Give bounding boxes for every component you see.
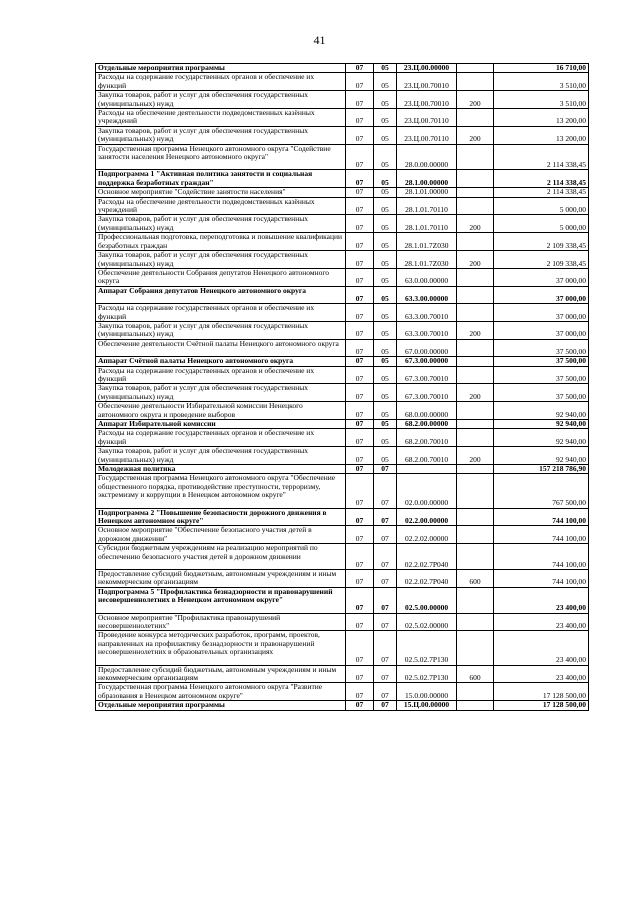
row-name: Государственная программа Ненецкого автономного округа "Развитие образования в Ненецком автономном округе" — [96, 683, 346, 701]
row-section: 07 — [346, 197, 374, 215]
row-expense-type — [457, 419, 494, 428]
table-row — [96, 544, 589, 570]
row-target-article: 28.1.01.70110 — [397, 197, 457, 215]
row-expense-type: 200 — [457, 321, 494, 339]
row-amount: 744 100,00 — [494, 508, 589, 526]
row-expense-type — [457, 197, 494, 215]
row-expense-type — [457, 402, 494, 420]
row-expense-type — [457, 339, 494, 356]
row-target-article: 28.1.01.7Z030 — [397, 233, 457, 251]
row-name: Закупка товаров, работ и услуг для обеспечения государственных (муниципальных) нужд — [96, 215, 346, 233]
row-name: Профессиональная подготовка, переподготовка и повышение квалификации безработных граждан — [96, 233, 346, 251]
row-expense-type — [457, 366, 494, 384]
row-expense-type: 200 — [457, 91, 494, 109]
row-subsection: 05 — [374, 64, 397, 73]
row-name: Расходы на обеспечение деятельности подведомственных казённых учреждений — [96, 197, 346, 215]
row-target-article: 67.3.00.70010 — [397, 366, 457, 384]
row-expense-type — [457, 188, 494, 197]
row-name: Подпрограмма 5 "Профилактика безнадзорности и правонарушений несовершеннолетних в Ненецком автономном округе" — [96, 587, 346, 613]
row-section: 07 — [346, 215, 374, 233]
row-target-article: 63.3.00.70010 — [397, 321, 457, 339]
table-row — [96, 665, 589, 683]
row-section: 07 — [346, 570, 374, 588]
row-section: 07 — [346, 73, 374, 91]
row-section: 07 — [346, 701, 374, 710]
row-expense-type — [457, 429, 494, 447]
row-expense-type — [457, 587, 494, 613]
table-row — [96, 304, 589, 322]
row-section: 07 — [346, 188, 374, 197]
row-target-article: 28.1.01.7Z030 — [397, 251, 457, 269]
row-expense-type — [457, 304, 494, 322]
table-row — [96, 357, 589, 366]
row-name: Субсидии бюджетным учреждениям на реализацию мероприятий по обеспечению безопасного участия детей в дорожном движении — [96, 544, 346, 570]
row-section: 07 — [346, 683, 374, 701]
row-target-article: 63.3.00.00000 — [397, 286, 457, 303]
row-expense-type — [457, 109, 494, 127]
row-name: Предоставление субсидий бюджетным, автономным учреждениям и иным некоммерческим организациям — [96, 665, 346, 683]
table-row — [96, 197, 589, 215]
row-name: Обеспечение деятельности Собрания депутатов Ненецкого автономного округа — [96, 268, 346, 286]
row-target-article: 15.0.00.00000 — [397, 683, 457, 701]
table-row — [96, 233, 589, 251]
row-subsection: 05 — [374, 268, 397, 286]
row-section: 07 — [346, 526, 374, 544]
row-section: 07 — [346, 304, 374, 322]
row-name: Отдельные мероприятия программы — [96, 701, 346, 710]
row-section: 07 — [346, 321, 374, 339]
row-expense-type: 200 — [457, 251, 494, 269]
row-expense-type — [457, 526, 494, 544]
row-name: Государственная программа Ненецкого автономного округа "Содействие занятости населения Ненецкого автономного округа" — [96, 144, 346, 170]
row-target-article: 23.Ц.00.70010 — [397, 73, 457, 91]
row-target-article: 67.3.00.00000 — [397, 357, 457, 366]
row-amount: 37 500,00 — [494, 366, 589, 384]
row-expense-type — [457, 613, 494, 631]
row-expense-type: 200 — [457, 215, 494, 233]
row-subsection: 07 — [374, 544, 397, 570]
table-row — [96, 268, 589, 286]
row-name: Обеспечение деятельности Счётной палаты Ненецкого автономного округа — [96, 339, 346, 356]
row-section: 07 — [346, 429, 374, 447]
row-target-article: 02.5.02.00000 — [397, 613, 457, 631]
row-name: Закупка товаров, работ и услуг для обеспечения государственных (муниципальных) нужд — [96, 384, 346, 402]
table-row — [96, 402, 589, 420]
row-subsection: 07 — [374, 570, 397, 588]
row-expense-type — [457, 357, 494, 366]
table-row — [96, 144, 589, 170]
row-name: Основное мероприятие "Обеспечение безопасного участия детей в дорожном движении" — [96, 526, 346, 544]
row-amount: 23 400,00 — [494, 587, 589, 613]
table-row — [96, 526, 589, 544]
row-section: 07 — [346, 508, 374, 526]
row-name: Закупка товаров, работ и услуг для обеспечения государственных (муниципальных) нужд — [96, 251, 346, 269]
row-expense-type — [457, 64, 494, 73]
row-amount: 23 400,00 — [494, 631, 589, 665]
row-target-article: 15.Ц.00.00000 — [397, 701, 457, 710]
row-target-article: 23.Ц.00.70110 — [397, 126, 457, 144]
table-row — [96, 366, 589, 384]
row-name: Расходы на содержание государственных органов и обеспечение их функций — [96, 429, 346, 447]
row-target-article: 28.1.01.70110 — [397, 215, 457, 233]
row-expense-type — [457, 508, 494, 526]
row-section: 07 — [346, 447, 374, 465]
row-target-article: 68.2.00.00000 — [397, 419, 457, 428]
row-target-article: 67.3.00.70010 — [397, 384, 457, 402]
table-row — [96, 474, 589, 508]
row-target-article: 02.0.00.00000 — [397, 474, 457, 508]
table-row — [96, 251, 589, 269]
row-amount: 92 940,00 — [494, 447, 589, 465]
row-subsection: 05 — [374, 126, 397, 144]
row-target-article: 67.0.00.00000 — [397, 339, 457, 356]
table-row — [96, 109, 589, 127]
table-row — [96, 286, 589, 303]
row-target-article: 02.2.02.00000 — [397, 526, 457, 544]
row-name: Аппарат Счётной палаты Ненецкого автономного округа — [96, 357, 346, 366]
table-row — [96, 215, 589, 233]
row-subsection: 05 — [374, 109, 397, 127]
row-amount: 13 200,00 — [494, 126, 589, 144]
row-name: Подпрограмма 2 "Повышение безопасности дорожного движения в Ненецком автономном округе" — [96, 508, 346, 526]
table-row — [96, 701, 589, 710]
row-section: 07 — [346, 286, 374, 303]
row-section: 07 — [346, 402, 374, 420]
row-subsection: 05 — [374, 91, 397, 109]
row-expense-type — [457, 170, 494, 188]
row-target-article: 02.2.02.7P040 — [397, 544, 457, 570]
budget-table-body — [96, 64, 589, 711]
row-amount: 37 000,00 — [494, 304, 589, 322]
row-subsection: 07 — [374, 613, 397, 631]
row-name: Закупка товаров, работ и услуг для обеспечения государственных (муниципальных) нужд — [96, 91, 346, 109]
row-amount: 744 100,00 — [494, 526, 589, 544]
table-row — [96, 447, 589, 465]
table-row — [96, 188, 589, 197]
row-amount: 2 109 338,45 — [494, 233, 589, 251]
row-expense-type: 600 — [457, 570, 494, 588]
row-section: 07 — [346, 109, 374, 127]
row-target-article: 63.0.00.00000 — [397, 268, 457, 286]
row-target-article: 02.5.00.00000 — [397, 587, 457, 613]
row-section: 07 — [346, 233, 374, 251]
row-amount: 157 218 786,90 — [494, 465, 589, 474]
row-amount: 92 940,00 — [494, 429, 589, 447]
row-amount: 92 940,00 — [494, 419, 589, 428]
row-expense-type — [457, 144, 494, 170]
row-subsection: 05 — [374, 357, 397, 366]
row-subsection: 07 — [374, 683, 397, 701]
row-expense-type: 200 — [457, 126, 494, 144]
row-amount: 3 510,00 — [494, 91, 589, 109]
row-section: 07 — [346, 251, 374, 269]
row-target-article: 02.2.02.7P040 — [397, 570, 457, 588]
row-target-article: 28.0.00.00000 — [397, 144, 457, 170]
row-expense-type — [457, 465, 494, 474]
row-subsection: 07 — [374, 665, 397, 683]
table-row — [96, 73, 589, 91]
table-row — [96, 570, 589, 588]
row-subsection: 07 — [374, 508, 397, 526]
row-target-article: 63.3.00.70010 — [397, 304, 457, 322]
row-section: 07 — [346, 587, 374, 613]
row-expense-type: 200 — [457, 447, 494, 465]
table-row — [96, 587, 589, 613]
row-amount: 5 000,00 — [494, 197, 589, 215]
row-subsection: 05 — [374, 384, 397, 402]
row-subsection: 05 — [374, 366, 397, 384]
row-section: 07 — [346, 465, 374, 474]
row-target-article — [397, 465, 457, 474]
row-subsection: 05 — [374, 233, 397, 251]
row-amount: 2 114 338,45 — [494, 188, 589, 197]
table-row — [96, 429, 589, 447]
table-row — [96, 683, 589, 701]
row-name: Закупка товаров, работ и услуг для обеспечения государственных (муниципальных) нужд — [96, 321, 346, 339]
row-name: Проведение конкурса методических разработок, программ, проектов, направленных на профилактику безнадзорности и правонарушений несовершеннолетних в образовательных организациях — [96, 631, 346, 665]
row-name: Основное мероприятие "Содействие занятости населения" — [96, 188, 346, 197]
row-amount: 744 100,00 — [494, 570, 589, 588]
row-expense-type — [457, 286, 494, 303]
row-subsection: 05 — [374, 402, 397, 420]
row-target-article: 02.2.00.00000 — [397, 508, 457, 526]
table-row — [96, 631, 589, 665]
row-amount: 37 000,00 — [494, 268, 589, 286]
row-amount: 37 500,00 — [494, 384, 589, 402]
row-target-article: 68.2.00.70010 — [397, 447, 457, 465]
row-subsection: 07 — [374, 465, 397, 474]
row-amount: 2 109 338,45 — [494, 251, 589, 269]
row-name: Закупка товаров, работ и услуг для обеспечения государственных (муниципальных) нужд — [96, 126, 346, 144]
row-subsection: 05 — [374, 215, 397, 233]
row-name: Аппарат Избирательной комиссии — [96, 419, 346, 428]
row-subsection: 05 — [374, 170, 397, 188]
row-name: Отдельные мероприятия программы — [96, 64, 346, 73]
row-name: Молодежная политика — [96, 465, 346, 474]
row-expense-type — [457, 544, 494, 570]
table-row — [96, 508, 589, 526]
row-section: 07 — [346, 544, 374, 570]
row-name: Расходы на содержание государственных органов и обеспечение их функций — [96, 73, 346, 91]
row-subsection: 05 — [374, 304, 397, 322]
row-target-article: 23.Ц.00.00000 — [397, 64, 457, 73]
row-section: 07 — [346, 268, 374, 286]
row-subsection: 05 — [374, 419, 397, 428]
row-name: Предоставление субсидий бюджетным, автономным учреждениям и иным некоммерческим организациям — [96, 570, 346, 588]
table-row — [96, 339, 589, 356]
row-section: 07 — [346, 91, 374, 109]
row-amount: 17 128 500,00 — [494, 683, 589, 701]
row-section: 07 — [346, 366, 374, 384]
page-number: 41 — [313, 33, 326, 47]
row-name: Подпрограмма 1 "Активная политика занятости и социальная поддержка безработных граждан" — [96, 170, 346, 188]
row-amount: 37 000,00 — [494, 321, 589, 339]
row-expense-type: 200 — [457, 384, 494, 402]
row-subsection: 05 — [374, 197, 397, 215]
row-target-article: 23.Ц.00.70010 — [397, 91, 457, 109]
row-section: 07 — [346, 126, 374, 144]
row-name: Аппарат Собрания депутатов Ненецкого автономного округа — [96, 286, 346, 303]
row-subsection: 05 — [374, 73, 397, 91]
row-amount: 23 400,00 — [494, 613, 589, 631]
row-expense-type — [457, 268, 494, 286]
row-name: Расходы на обеспечение деятельности подведомственных казённых учреждений — [96, 109, 346, 127]
row-subsection: 05 — [374, 339, 397, 356]
row-expense-type — [457, 701, 494, 710]
row-expense-type — [457, 233, 494, 251]
row-section: 07 — [346, 339, 374, 356]
row-section: 07 — [346, 144, 374, 170]
row-section: 07 — [346, 613, 374, 631]
row-name: Основное мероприятие "Профилактика правонарушений несовершеннолетних" — [96, 613, 346, 631]
row-name: Государственная программа Ненецкого автономного округа "Обеспечение общественного порядка, противодействие преступности, терроризму, экстремизму и коррупции в Ненецком автономном округе" — [96, 474, 346, 508]
row-name: Расходы на содержание государственных органов и обеспечение их функций — [96, 366, 346, 384]
row-expense-type — [457, 631, 494, 665]
row-subsection: 05 — [374, 321, 397, 339]
row-target-article: 02.5.02.7P130 — [397, 665, 457, 683]
row-section: 07 — [346, 357, 374, 366]
row-section: 07 — [346, 631, 374, 665]
row-amount: 37 000,00 — [494, 286, 589, 303]
row-subsection: 07 — [374, 587, 397, 613]
row-name: Обеспечение деятельности Избирательной комиссии Ненецкого автономного округа и проведение выборов — [96, 402, 346, 420]
row-target-article: 68.2.00.70010 — [397, 429, 457, 447]
row-amount: 37 500,00 — [494, 339, 589, 356]
budget-table — [95, 63, 589, 711]
row-subsection: 07 — [374, 526, 397, 544]
row-subsection: 05 — [374, 286, 397, 303]
row-amount: 2 114 338,45 — [494, 144, 589, 170]
row-expense-type — [457, 683, 494, 701]
row-amount: 3 510,00 — [494, 73, 589, 91]
row-amount: 13 200,00 — [494, 109, 589, 127]
row-subsection: 07 — [374, 701, 397, 710]
row-section: 07 — [346, 474, 374, 508]
row-section: 07 — [346, 384, 374, 402]
row-subsection: 07 — [374, 474, 397, 508]
row-section: 07 — [346, 419, 374, 428]
row-target-article: 28.1.01.00000 — [397, 188, 457, 197]
row-target-article: 02.5.02.7P130 — [397, 631, 457, 665]
table-row — [96, 91, 589, 109]
row-target-article: 68.0.00.00000 — [397, 402, 457, 420]
row-amount: 23 400,00 — [494, 665, 589, 683]
row-amount: 17 128 500,00 — [494, 701, 589, 710]
row-name: Расходы на содержание государственных органов и обеспечение их функций — [96, 304, 346, 322]
table-row — [96, 321, 589, 339]
row-amount: 92 940,00 — [494, 402, 589, 420]
row-amount: 2 114 338,45 — [494, 170, 589, 188]
row-subsection: 05 — [374, 188, 397, 197]
row-subsection: 07 — [374, 631, 397, 665]
table-row — [96, 613, 589, 631]
row-amount: 5 000,00 — [494, 215, 589, 233]
row-subsection: 05 — [374, 251, 397, 269]
row-target-article: 23.Ц.00.70110 — [397, 109, 457, 127]
row-subsection: 05 — [374, 447, 397, 465]
row-subsection: 05 — [374, 144, 397, 170]
table-row — [96, 384, 589, 402]
row-amount: 767 500,00 — [494, 474, 589, 508]
row-expense-type — [457, 474, 494, 508]
row-section: 07 — [346, 170, 374, 188]
row-subsection: 05 — [374, 429, 397, 447]
row-amount: 744 100,00 — [494, 544, 589, 570]
row-section: 07 — [346, 665, 374, 683]
table-row — [96, 170, 589, 188]
row-expense-type — [457, 73, 494, 91]
row-amount: 37 500,00 — [494, 357, 589, 366]
row-section: 07 — [346, 64, 374, 73]
table-row — [96, 126, 589, 144]
row-target-article: 28.1.00.00000 — [397, 170, 457, 188]
row-amount: 16 710,00 — [494, 64, 589, 73]
row-expense-type: 600 — [457, 665, 494, 683]
row-name: Закупка товаров, работ и услуг для обеспечения государственных (муниципальных) нужд — [96, 447, 346, 465]
